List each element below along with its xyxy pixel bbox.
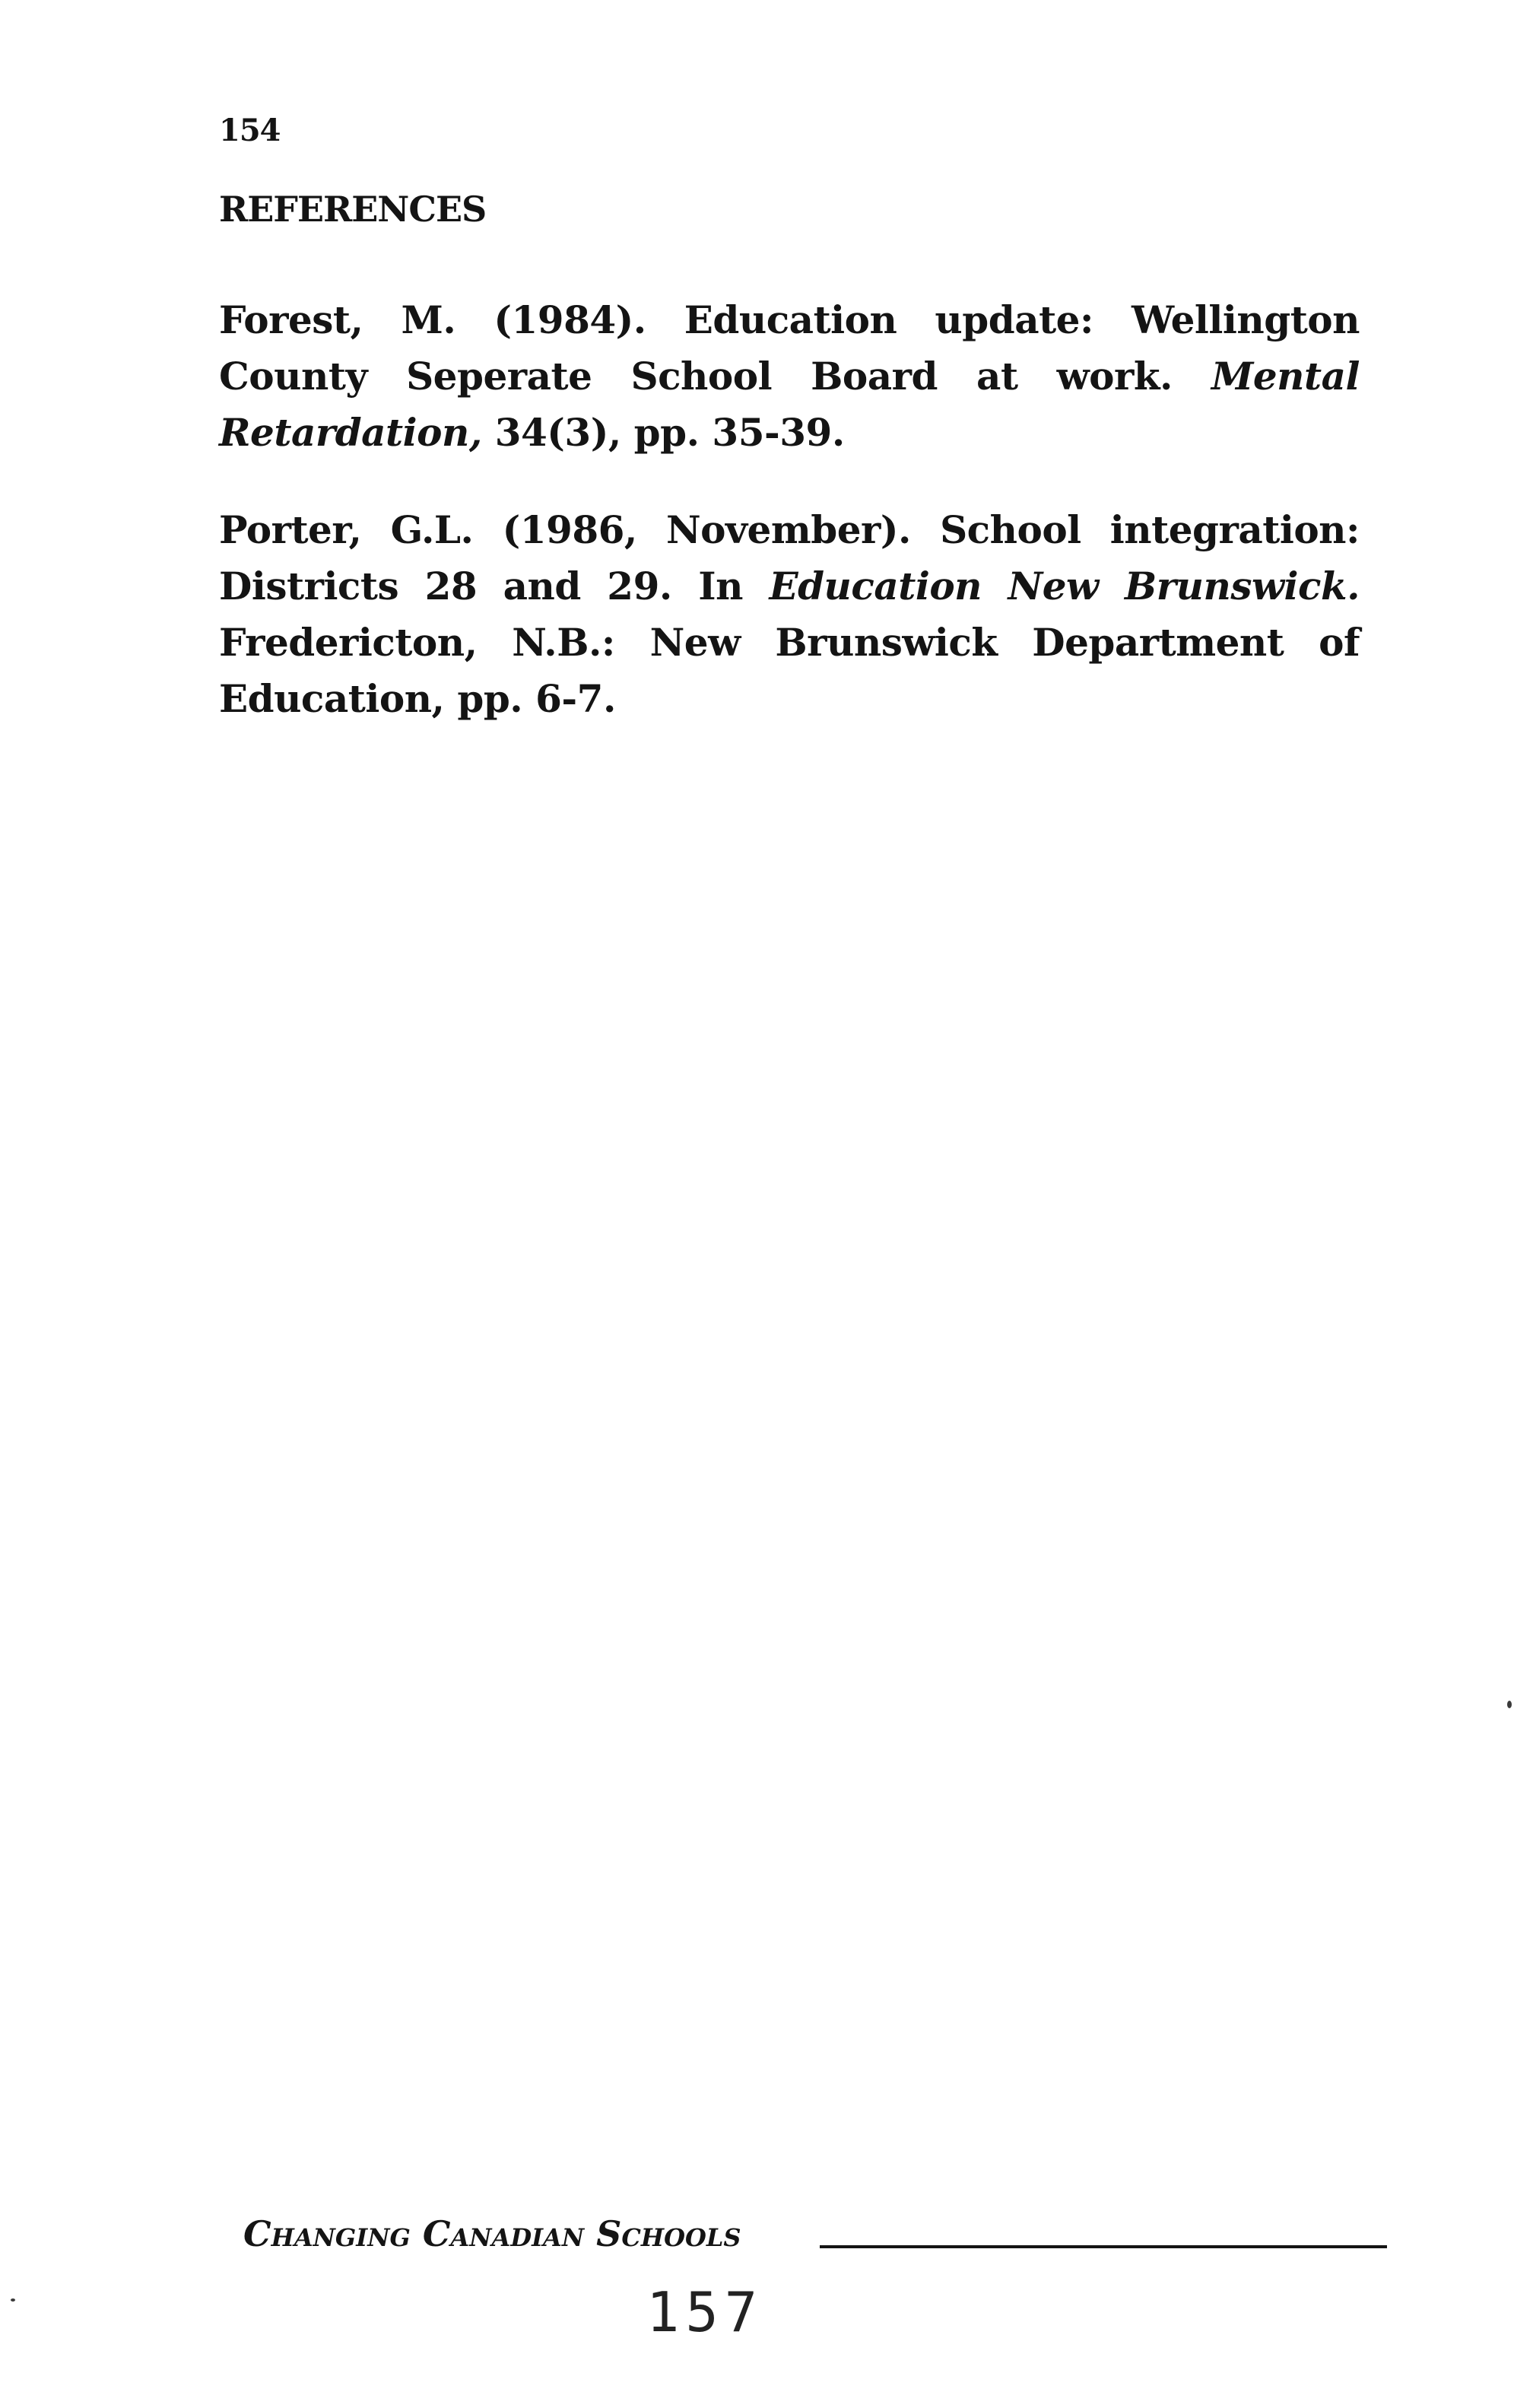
reference-authors: Porter, G.L. xyxy=(219,507,474,552)
reference-year: (1986, November). xyxy=(502,507,911,552)
references-list xyxy=(219,292,1360,768)
reference-title: Education update: Wellington County Seperate School Board at work. xyxy=(219,297,1360,399)
scan-speck xyxy=(1507,1701,1512,1708)
footer-book-title: Changing Canadian Schools xyxy=(243,2213,741,2254)
reference-source: Mental Retardation, xyxy=(219,354,1360,455)
reference-entry xyxy=(219,502,1360,727)
stamped-page-number: 157 xyxy=(646,2280,764,2344)
reference-details: 34(3), pp. 35-39. xyxy=(494,410,845,455)
reference-entry xyxy=(219,292,1360,461)
reference-source: Education New Brunswick. xyxy=(769,564,1360,608)
reference-details: Fredericton, N.B.: New Brunswick Department of Education, pp. 6-7. xyxy=(219,620,1360,721)
scan-speck xyxy=(11,2298,15,2302)
reference-title: School integration: Districts 28 and 29. In xyxy=(219,507,1360,608)
references-heading: REFERENCES xyxy=(219,189,487,230)
reference-authors: Forest, M. xyxy=(219,297,456,342)
page-number: 154 xyxy=(219,113,281,148)
reference-year: (1984). xyxy=(494,297,646,342)
footer-rule xyxy=(820,2245,1387,2248)
